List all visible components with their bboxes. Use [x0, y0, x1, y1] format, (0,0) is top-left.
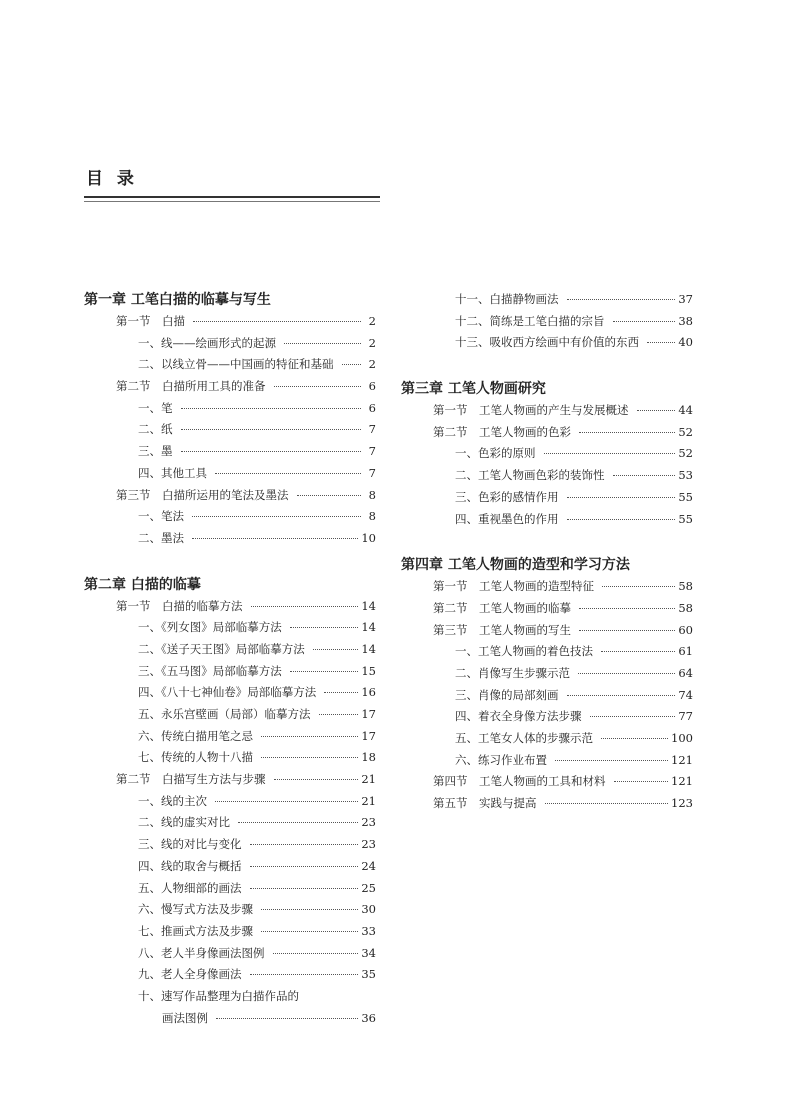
toc-entry[interactable] — [84, 769, 376, 791]
toc-entry-title: 六、练习作业布置 — [455, 752, 547, 767]
toc-entry-title: 七、传统的人物十八描 — [138, 750, 253, 765]
toc-entry-title: 第四节 工笔人物画的工具和材料 — [433, 774, 606, 789]
toc-entry-page: 36 — [361, 1010, 376, 1025]
toc-entry-page: 14 — [361, 598, 376, 613]
toc-entry[interactable] — [84, 419, 376, 441]
toc-entry-title: 二、工笔人物画色彩的装饰性 — [455, 468, 605, 483]
dot-leader — [261, 909, 358, 910]
dot-leader — [238, 822, 358, 823]
dot-leader — [181, 429, 362, 430]
toc-entry[interactable] — [84, 311, 376, 333]
toc-entry-title: 第二节 工笔人物画的临摹 — [433, 600, 571, 615]
toc-entry[interactable] — [401, 598, 693, 620]
toc-entry[interactable] — [84, 878, 376, 900]
page-title: 目 录 — [86, 169, 138, 189]
toc-entry[interactable] — [84, 441, 376, 463]
toc-entry[interactable] — [401, 509, 693, 531]
toc-entry-title: 三、肖像的局部刻画 — [455, 687, 559, 702]
toc-entry[interactable] — [401, 771, 693, 793]
toc-entry-page: 2 — [368, 335, 376, 350]
dot-leader — [601, 651, 675, 652]
dot-leader — [250, 888, 359, 889]
toc-entry-title: 一、《列女图》局部临摹方法 — [138, 620, 282, 635]
toc-entry-page: 30 — [361, 902, 376, 917]
dot-leader — [215, 473, 361, 474]
toc-entry-title: 第一节 工笔人物画的造型特征 — [433, 579, 594, 594]
toc-entry-title: 第一节 白描 — [116, 314, 185, 328]
toc-entry-page: 74 — [678, 687, 693, 702]
toc-entry-title: 三、墨 — [138, 444, 173, 459]
toc-entry-page: 24 — [361, 858, 376, 873]
toc-entry-page: 7 — [368, 465, 376, 480]
toc-entry[interactable] — [84, 747, 376, 769]
toc-entry[interactable] — [401, 487, 693, 509]
dot-leader — [324, 692, 358, 693]
toc-entry[interactable] — [84, 921, 376, 943]
toc-entry-title: 六、传统白描用笔之忌 — [138, 728, 253, 743]
toc-entry[interactable] — [84, 834, 376, 856]
toc-entry-title: 第二节 工笔人物画的色彩 — [433, 424, 571, 439]
toc-entry[interactable] — [84, 1008, 376, 1030]
toc-entry-title: 一、色彩的原则 — [455, 446, 536, 461]
toc-entry[interactable] — [84, 639, 376, 661]
toc-entry-page: 58 — [678, 600, 693, 615]
toc-entry-title: 十二、简练是工笔白描的宗旨 — [455, 313, 605, 328]
toc-entry[interactable] — [84, 617, 376, 639]
toc-entry-page: 60 — [678, 622, 693, 637]
toc-entry[interactable] — [401, 641, 693, 663]
toc-entry[interactable] — [84, 964, 376, 986]
toc-entry-title: 十、速写作品整理为白描作品的 — [138, 988, 299, 1003]
dot-leader — [290, 671, 359, 672]
toc-entry-page: 6 — [368, 400, 376, 415]
toc-entry[interactable] — [401, 793, 693, 815]
dot-leader — [216, 1018, 358, 1019]
toc-entry-title: 三、《五马图》局部临摹方法 — [138, 663, 282, 678]
toc-entry-title: 十三、吸收西方绘画中有价值的东西 — [455, 335, 639, 350]
chapter-heading[interactable]: 第四章 工笔人物画的造型和学习方法 — [401, 557, 630, 574]
dot-leader — [274, 386, 362, 387]
dot-leader — [250, 844, 359, 845]
toc-entry[interactable] — [84, 398, 376, 420]
toc-entry-page: 53 — [678, 468, 693, 483]
toc-entry-page: 44 — [678, 403, 693, 418]
toc-entry[interactable] — [401, 706, 693, 728]
toc-entry-page: 15 — [361, 663, 376, 678]
toc-entry[interactable] — [84, 333, 376, 355]
toc-entry[interactable] — [84, 485, 376, 507]
toc-entry-title: 第二节 白描所用工具的准备 — [116, 379, 266, 394]
toc-entry-title: 二、以线立骨——中国画的特征和基础 — [138, 357, 334, 372]
dot-leader — [215, 801, 358, 802]
title-rule-thick — [84, 196, 380, 198]
toc-entry-title: 一、笔法 — [138, 509, 184, 524]
toc-entry-title: 第一节 白描的临摹方法 — [116, 598, 243, 613]
toc-entry-title: 四、《八十七神仙卷》局部临摹方法 — [138, 685, 317, 700]
toc-entry-title: 一、线——绘画形式的起源 — [138, 335, 276, 350]
toc-entry-page: 17 — [361, 707, 376, 721]
toc-entry-page: 77 — [678, 709, 693, 724]
dot-leader — [614, 781, 669, 782]
dot-leader — [261, 757, 358, 758]
toc-entry-page: 52 — [678, 424, 693, 439]
toc-entry-page: 21 — [361, 772, 376, 787]
toc-entry[interactable] — [401, 465, 693, 487]
toc-entry[interactable] — [84, 856, 376, 878]
toc-entry-page: 8 — [368, 487, 376, 502]
toc-entry-page: 2 — [368, 314, 376, 328]
toc-entry[interactable] — [401, 311, 693, 333]
dot-leader — [261, 931, 358, 932]
toc-entry-page: 40 — [678, 335, 693, 350]
toc-entry[interactable] — [84, 682, 376, 704]
toc-entry-page: 61 — [678, 644, 693, 659]
toc-entry-page: 7 — [368, 422, 376, 437]
toc-entry[interactable] — [84, 528, 376, 550]
toc-entry-title: 四、重视墨色的作用 — [455, 511, 559, 526]
toc-entry-page: 23 — [361, 815, 376, 830]
toc-entry[interactable] — [84, 463, 376, 485]
toc-entry[interactable] — [84, 506, 376, 528]
toc-entry-title: 四、线的取舍与概括 — [138, 858, 242, 873]
dot-leader — [274, 779, 359, 780]
dot-leader — [261, 736, 358, 737]
toc-entry-page: 10 — [361, 530, 376, 545]
dot-leader — [342, 364, 362, 365]
toc-entry[interactable] — [401, 620, 693, 642]
toc-entry-title: 二、线的虚实对比 — [138, 815, 230, 830]
toc-entry[interactable] — [401, 728, 693, 750]
dot-leader — [284, 343, 361, 344]
toc-entry-title: 二、墨法 — [138, 530, 184, 545]
dot-leader — [579, 608, 675, 609]
dot-leader — [602, 586, 675, 587]
toc-entry-page: 2 — [368, 357, 376, 372]
toc-entry-page: 17 — [361, 728, 376, 743]
dot-leader — [273, 953, 359, 954]
dot-leader — [567, 519, 676, 520]
toc-right-column — [401, 289, 693, 815]
dot-leader — [590, 716, 676, 717]
toc-entry-title: 二、肖像写生步骤示范 — [455, 665, 570, 680]
toc-entry-title: 第三节 工笔人物画的写生 — [433, 622, 571, 637]
toc-entry-page: 23 — [361, 837, 376, 852]
toc-entry-page: 123 — [671, 796, 693, 811]
dot-leader — [613, 321, 676, 322]
toc-entry-page: 34 — [361, 945, 376, 960]
toc-entry-title: 第五节 实践与提高 — [433, 796, 537, 811]
toc-entry-page: 64 — [678, 665, 693, 680]
toc-entry-title: 八、老人半身像画法图例 — [138, 945, 265, 960]
dot-leader — [319, 714, 359, 715]
dot-leader — [647, 342, 675, 343]
dot-leader — [193, 321, 361, 322]
toc-entry-title: 九、老人全身像画法 — [138, 967, 242, 982]
toc-entry-page: 35 — [361, 967, 376, 982]
toc-entry-page: 58 — [678, 579, 693, 594]
dot-leader — [181, 451, 362, 452]
toc-entry-page: 37 — [678, 292, 693, 306]
toc-entry[interactable] — [84, 726, 376, 748]
toc-entry[interactable] — [401, 422, 693, 444]
toc-entry-page: 7 — [368, 444, 376, 459]
dot-leader — [290, 627, 359, 628]
toc-entry-title: 一、线的主次 — [138, 793, 207, 808]
toc-entry[interactable] — [84, 943, 376, 965]
dot-leader — [637, 410, 676, 411]
toc-entry-title: 二、《送子天王图》局部临摹方法 — [138, 641, 305, 656]
toc-entry[interactable] — [84, 376, 376, 398]
toc-entry-page: 25 — [361, 880, 376, 895]
toc-entry-page: 16 — [361, 685, 376, 700]
toc-entry[interactable] — [401, 685, 693, 707]
toc-entry-title: 四、着衣全身像方法步骤 — [455, 709, 582, 724]
toc-left-column — [84, 289, 376, 1029]
toc-entry-title: 第二节 白描写生方法与步骤 — [116, 772, 266, 787]
dot-leader — [567, 497, 676, 498]
toc-entry-title: 一、笔 — [138, 400, 173, 415]
dot-leader — [181, 408, 362, 409]
dot-leader — [613, 475, 676, 476]
toc-entry-page: 14 — [361, 641, 376, 656]
toc-entry-page: 8 — [368, 509, 376, 524]
toc-entry-page: 33 — [361, 923, 376, 938]
toc-entry[interactable] — [401, 332, 693, 354]
toc-entry[interactable] — [401, 289, 693, 311]
toc-entry[interactable] — [84, 354, 376, 376]
toc-entry-title: 四、其他工具 — [138, 465, 207, 480]
toc-entry[interactable] — [401, 663, 693, 685]
chapter-heading[interactable]: 第一章 工笔白描的临摹与写生 — [84, 292, 271, 308]
toc-entry[interactable] — [84, 812, 376, 834]
toc-entry-title: 五、人物细部的画法 — [138, 880, 242, 895]
toc-entry-title: 十一、白描静物画法 — [455, 292, 559, 306]
dot-leader — [601, 738, 668, 739]
dot-leader — [579, 630, 675, 631]
dot-leader — [567, 695, 676, 696]
dot-leader — [579, 432, 675, 433]
dot-leader — [313, 649, 359, 650]
toc-entry-title: 六、慢写式方法及步骤 — [138, 902, 253, 917]
toc-entry[interactable] — [84, 596, 376, 618]
toc-entry[interactable] — [84, 791, 376, 813]
toc-entry-title: 七、推画式方法及步骤 — [138, 923, 253, 938]
dot-leader — [192, 538, 358, 539]
toc-entry-page: 55 — [678, 489, 693, 504]
toc-entry-page: 38 — [678, 313, 693, 328]
dot-leader — [297, 495, 362, 496]
toc-entry-title: 画法图例 — [162, 1010, 208, 1025]
dot-leader — [251, 606, 359, 607]
chapter-heading[interactable]: 第三章 工笔人物画研究 — [401, 381, 546, 398]
toc-entry-title: 一、工笔人物画的着色技法 — [455, 644, 593, 659]
chapter-heading[interactable]: 第二章 白描的临摹 — [84, 576, 201, 593]
toc-entry[interactable] — [401, 750, 693, 772]
toc-entry-page: 21 — [361, 793, 376, 808]
toc-entry-page: 52 — [678, 446, 693, 461]
toc-entry[interactable] — [401, 576, 693, 598]
dot-leader — [555, 760, 668, 761]
title-rule-thin — [84, 201, 380, 202]
toc-entry[interactable] — [84, 661, 376, 683]
toc-entry[interactable] — [84, 899, 376, 921]
toc-entry-page: 121 — [671, 774, 693, 789]
dot-leader — [545, 803, 669, 804]
toc-entry-title: 三、色彩的感情作用 — [455, 489, 559, 504]
dot-leader — [544, 453, 676, 454]
dot-leader — [250, 974, 359, 975]
toc-entry[interactable] — [401, 443, 693, 465]
dot-leader — [578, 673, 675, 674]
toc-entry[interactable] — [84, 986, 376, 1008]
toc-entry[interactable] — [401, 400, 693, 422]
toc-entry-page: 18 — [361, 750, 376, 765]
toc-entry-title: 三、线的对比与变化 — [138, 837, 242, 852]
dot-leader — [192, 516, 361, 517]
toc-entry-title: 第一节 工笔人物画的产生与发展概述 — [433, 403, 629, 418]
toc-entry-page: 14 — [361, 620, 376, 635]
toc-entry[interactable] — [84, 704, 376, 726]
toc-entry-page: 100 — [671, 731, 693, 745]
toc-entry-title: 五、工笔女人体的步骤示范 — [455, 731, 593, 745]
toc-entry-title: 五、永乐宫壁画（局部）临摹方法 — [138, 707, 311, 721]
toc-entry-page: 6 — [368, 379, 376, 394]
dot-leader — [250, 866, 359, 867]
toc-entry-title: 二、纸 — [138, 422, 173, 437]
dot-leader — [567, 299, 676, 300]
toc-entry-page: 121 — [671, 752, 693, 767]
toc-entry-title: 第三节 白描所运用的笔法及墨法 — [116, 487, 289, 502]
toc-entry-page: 55 — [678, 511, 693, 526]
